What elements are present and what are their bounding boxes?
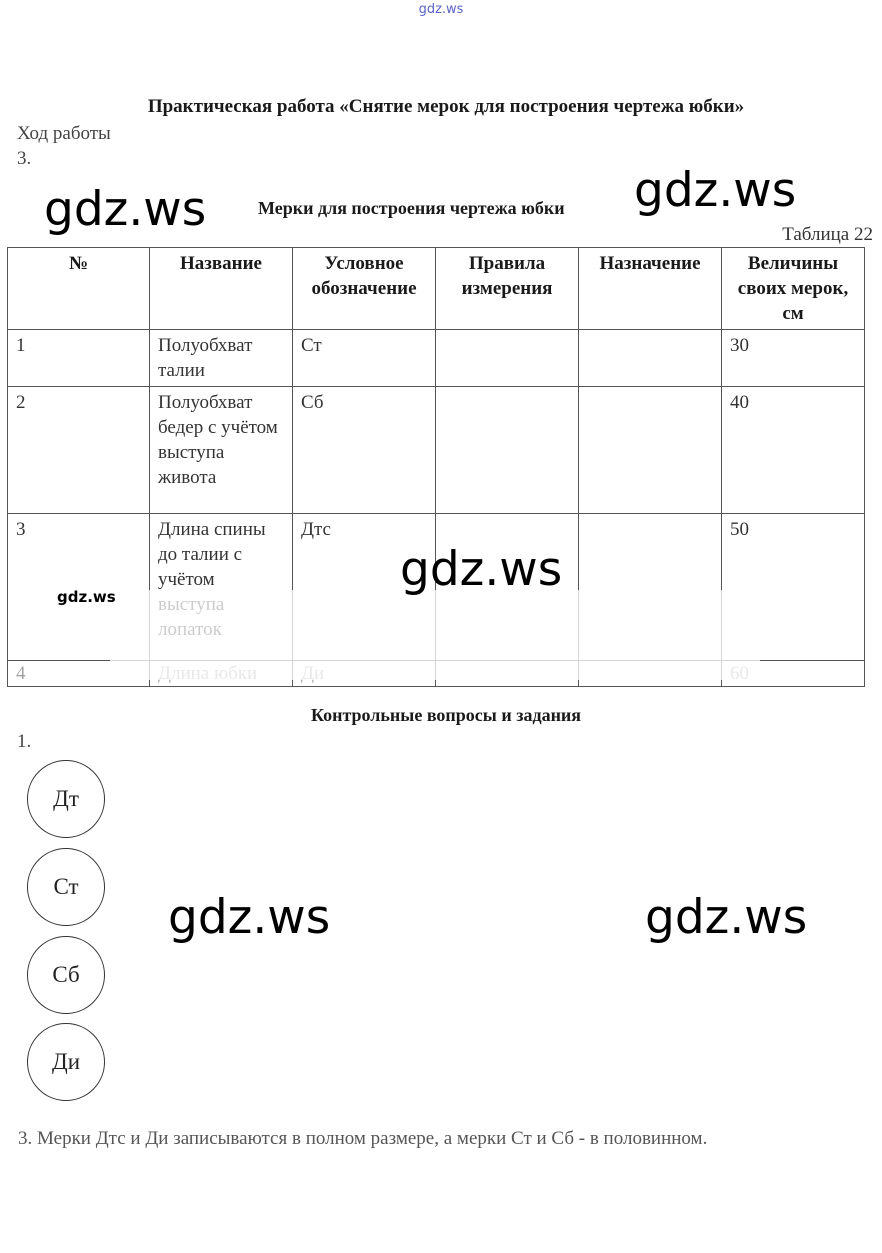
measure-circle-st: Ст [27,848,105,926]
table-number: Таблица 22 [782,224,873,245]
header-value: Величины своих мерок, см [722,248,865,330]
header-num: № [8,248,150,330]
table-row [8,330,865,387]
site-header-link[interactable]: gdz.ws [418,2,464,17]
watermark: gdz.ws [168,890,331,945]
row-code: Дтс [293,514,436,661]
table-header-row [8,248,865,330]
row-num: 1 [8,330,150,387]
row-name: Длина спины до талии с учётом [150,514,293,661]
watermark: gdz.ws [645,890,808,945]
item-number-1: 1. [17,731,32,752]
progress-label: Ход работы [17,123,111,144]
row-code: Ст [293,330,436,387]
table-row [8,387,865,514]
row-value: 40 [722,387,865,514]
measure-circle-dt: Дт [27,760,105,838]
header-purpose: Назначение [579,248,722,330]
row-name: Полуобхват бедер с учётом выступа живота [150,387,293,514]
watermark-small: gdz.ws [57,588,116,606]
watermark: gdz.ws [400,542,563,597]
watermark: gdz.ws [44,182,207,237]
watermark: gdz.ws [634,163,797,218]
table-title: Мерки для построения чертежа юбки [258,198,565,218]
answer-3: 3. Мерки Дтс и Ди записываются в полном размере, а мерки Ст и Сб - в половинном. [18,1128,708,1149]
row-code: Сб [293,387,436,514]
row-rule [436,387,579,514]
control-questions-heading: Контрольные вопросы и задания [310,705,582,725]
item-number-3: 3. [17,148,32,169]
row-purpose [579,330,722,387]
header-code: Условное обозначение [293,248,436,330]
page-title: Практическая работа «Снятие мерок для построения чертежа юбки» [147,96,745,117]
row-rule [436,330,579,387]
row-num: 2 [8,387,150,514]
row-purpose [579,387,722,514]
header-rule: Правила измерения [436,248,579,330]
scan-smudge [110,590,760,680]
header-name: Название [150,248,293,330]
measure-circle-sb: Сб [27,936,105,1014]
row-name: Полуобхват талии [150,330,293,387]
measure-circle-di: Ди [27,1023,105,1101]
row-num: 4 [8,661,150,687]
row-value: 30 [722,330,865,387]
row-value: 50 [722,514,865,661]
row-num: 3 [8,514,150,661]
